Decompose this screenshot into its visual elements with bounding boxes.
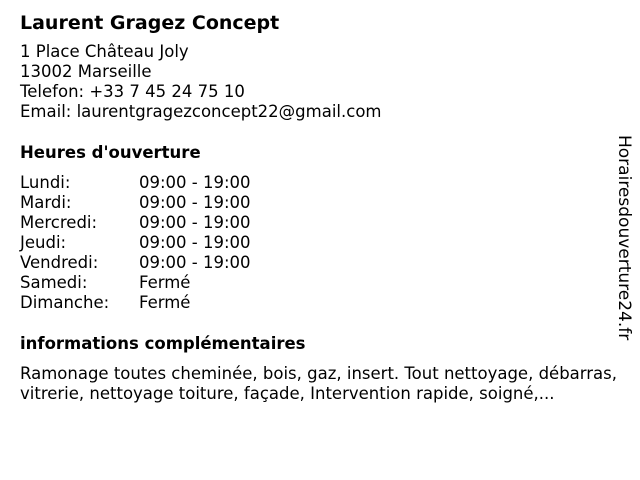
day-hours: 09:00 - 19:00: [139, 233, 251, 252]
opening-hours-table: [20, 173, 625, 313]
hours-row-friday: [20, 253, 625, 273]
business-card: [20, 10, 625, 404]
additional-info-text: Ramonage toutes cheminée, bois, gaz, insert. Tout nettoyage, débarras, vitrerie, nettoyage toiture, façade, Intervention rapide, soigné,...: [20, 364, 618, 403]
day-label: Dimanche:: [20, 293, 110, 312]
hours-row-wednesday: [20, 213, 625, 233]
additional-info-heading: informations complémentaires: [20, 334, 306, 353]
day-hours: 09:00 - 19:00: [139, 173, 251, 192]
day-label: Jeudi:: [20, 233, 67, 252]
hours-row-tuesday: [20, 193, 625, 213]
day-label: Samedi:: [20, 273, 88, 292]
day-hours: 09:00 - 19:00: [139, 193, 251, 212]
address-street: 1 Place Château Joly: [20, 42, 189, 61]
address-city: 13002 Marseille: [20, 62, 152, 81]
email-address[interactable]: Email: laurentgragezconcept22@gmail.com: [20, 102, 382, 121]
day-hours: Fermé: [139, 293, 191, 312]
opening-hours-heading: Heures d'ouverture: [20, 143, 201, 162]
site-watermark: [612, 135, 638, 345]
hours-row-monday: [20, 173, 625, 193]
day-hours: 09:00 - 19:00: [139, 253, 251, 272]
phone-number[interactable]: Telefon: +33 7 45 24 75 10: [20, 82, 245, 101]
day-label: Mardi:: [20, 193, 72, 212]
hours-row-sunday: [20, 293, 625, 313]
business-name: Laurent Gragez Concept: [20, 12, 280, 34]
day-label: Mercredi:: [20, 213, 98, 232]
hours-row-thursday: [20, 233, 625, 253]
watermark-text: Horairesdouverture24.fr: [614, 135, 634, 341]
day-hours: 09:00 - 19:00: [139, 213, 251, 232]
day-label: Lundi:: [20, 173, 71, 192]
day-label: Vendredi:: [20, 253, 99, 272]
hours-row-saturday: [20, 273, 625, 293]
day-hours: Fermé: [139, 273, 191, 292]
